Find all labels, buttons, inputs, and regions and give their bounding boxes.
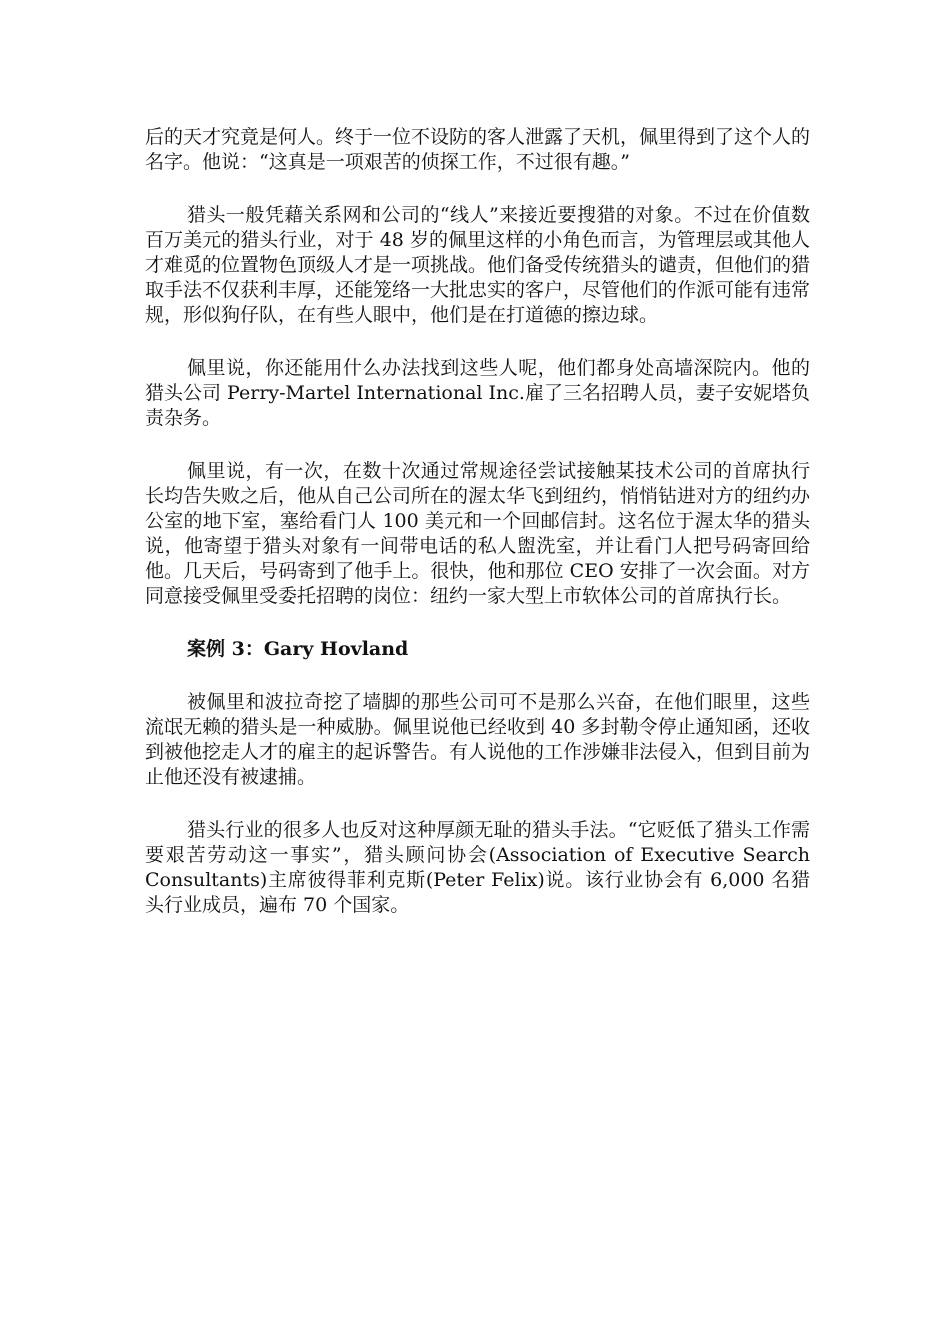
paragraph-companies-threat: 被佩里和波拉奇挖了墙脚的那些公司可不是那么兴奋，在他们眼里，这些流氓无赖的猎头是一种威胁。佩里说他已经收到 40 多封勒令停止通知函，还收到被他挖走人才的雇主的起诉警告。有人说他的工作涉嫌非法侵入，但到目前为止他还没有被逮捕。 — [145, 691, 811, 788]
paragraph-continuation: 后的天才究竟是何人。终于一位不设防的客人泄露了天机，佩里得到了这个人的名字。他说：“这真是一项艰苦的侦探工作，不过很有趣。” — [145, 126, 811, 173]
paragraph-perry-company: 佩里说，你还能用什么办法找到这些人呢，他们都身处高墙深院内。他的猎头公司 Perry-Martel International Inc.雇了三名招聘人员，妻子安妮塔负责杂务。 — [145, 357, 810, 429]
document-body — [145, 125, 810, 946]
paragraph-ceo-story: 佩里说，有一次，在数十次通过常规途径尝试接触某技术公司的首席执行长均告失败之后，他从自己公司所在的渥太华飞到纽约，悄悄钻进对方的纽约办公室的地下室，塞给看门人 100 美元和一个回邮信封。这名位于渥太华的猎头说，他寄望于猎头对象有一间带电话的私人盥洗室，并让看门人把号码寄回给他。几天后，号码寄到了他手上。很快，他和那位 CEO 安排了一次会面。对方同意接受佩里受委托招聘的岗位：纽约一家大型上市软体公司的首席执行长。 — [145, 460, 811, 607]
paragraph-industry-opposition: 猎头行业的很多人也反对这种厚颜无耻的猎头手法。“它贬低了猎头工作需要艰苦劳动这一事实”，猎头顾问协会(Association of Executive Search Consultants)主席彼得菲利克斯(Peter Felix)说。该行业协会有 6,000 名猎头行业成员，遍布 70 个国家。 — [145, 819, 810, 916]
paragraph-headhunter-methods: 猎头一般凭藉关系网和公司的“线人”来接近要搜猎的对象。不过在价值数百万美元的猎头行业，对于 48 岁的佩里这样的小角色而言，为管理层或其他人才难觅的位置物色顶级人才是一项挑战。他们备受传统猎头的谴责，但他们的猎取手法不仅获利丰厚，还能笼络一大批忠实的客户，尽管他们的作派可能有违常规，形似狗仔队，在有些人眼中，他们是在打道德的擦边球。 — [145, 204, 811, 326]
case-heading: 案例 3：Gary Hovland — [187, 638, 409, 660]
